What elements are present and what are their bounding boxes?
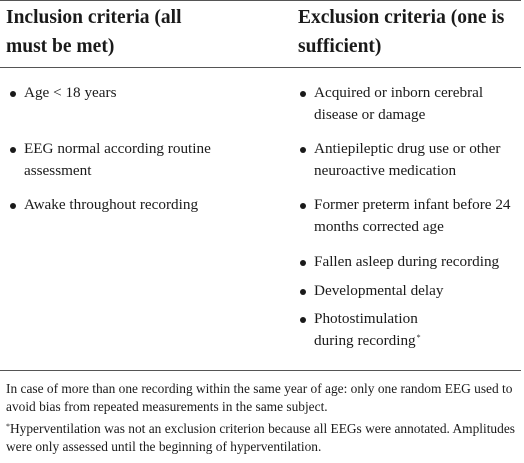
inclusion-item-text: EEG normal according routine assessment (24, 140, 211, 179)
exclusion-item-text: Antiepileptic drug use or other neuroactive medication (314, 140, 501, 179)
table-top-rule (0, 0, 521, 1)
bullet-icon (10, 147, 16, 153)
footnote-marker: * (416, 333, 421, 342)
footnote-marker: * (6, 422, 10, 431)
bullet-icon (10, 91, 16, 97)
inclusion-item-text: Age < 18 years (24, 84, 117, 101)
bullet-icon (300, 260, 306, 266)
bullet-icon (300, 203, 306, 209)
header-rule (0, 67, 521, 68)
footnote-hyperventilation (6, 420, 522, 456)
exclusion-item-text: Former preterm infant before 24 months corrected age (314, 196, 511, 235)
exclusion-item-text (314, 308, 421, 354)
footnote-hyperventilation-text: Hyperventilation was not an exclusion criterion because all EEGs were annotated. Amplitudes were only assessed until the beginning of hyperventilation. (6, 421, 515, 454)
exclusion-item-text: Acquired or inborn cerebral disease or damage (314, 84, 484, 123)
bullet-icon (300, 317, 306, 323)
exclusion-item-text-body: Photostimulation during recording (314, 310, 418, 349)
inclusion-item-text: Awake throughout recording (24, 196, 199, 213)
bullet-icon (300, 289, 306, 295)
exclusion-item-text: Developmental delay (314, 282, 444, 299)
exclusion-item-text: Fallen asleep during recording (314, 253, 500, 270)
bullet-icon (300, 147, 306, 153)
table-bottom-rule (0, 370, 521, 371)
exclusion-header: Exclusion criteria (one is sufficient) (298, 7, 505, 57)
inclusion-header: Inclusion criteria (all must be met) (6, 7, 182, 57)
footnote-repeat-recordings: In case of more than one recording within the same year of age: only one random EEG used to avoid bias from repeated measurements in the same subject. (6, 381, 513, 414)
bullet-icon (10, 203, 16, 209)
bullet-icon (300, 91, 306, 97)
